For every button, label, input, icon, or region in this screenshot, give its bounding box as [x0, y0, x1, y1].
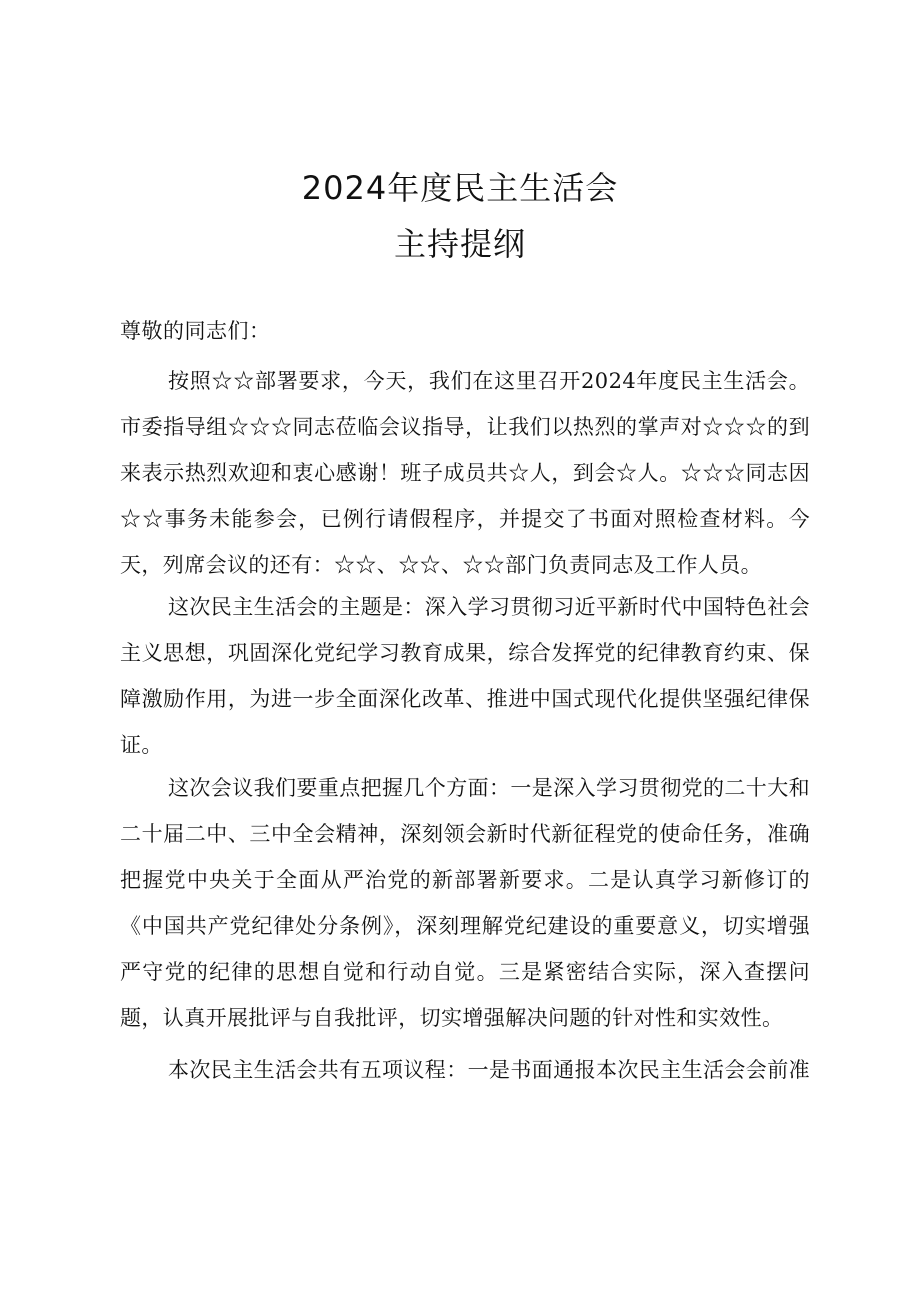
- paragraph-theme: 这次民主生活会的主题是：深入学习贯彻习近平新时代中国特色社会主义思想，巩固深化党纪学习教育成果，综合发挥党的纪律教育约束、保障激励作用，为进一步全面深化改革、推进中国式现代化提供坚强纪律保证。: [120, 595, 810, 757]
- paragraph-opening: 按照☆☆部署要求，今天，我们在这里召开2024年度民主生活会。市委指导组☆☆☆同志莅临会议指导，让我们以热烈的掌声对☆☆☆的到来表示热烈欢迎和衷心感谢！班子成员共☆人，到会☆人。☆☆☆同志因☆☆事务未能参会，已例行请假程序，并提交了书面对照检查材料。今天，列席会议的还有：☆☆、☆☆、☆☆部门负责同志及工作人员。: [120, 369, 810, 577]
- paragraph-focus-points: 这次会议我们要重点把握几个方面：一是深入学习贯彻党的二十大和二十届二中、三中全会精神，深刻领会新时代新征程党的使命任务，准确把握党中央关于全面从严治党的新部署新要求。二是认真学习新修订的《中国共产党纪律处分条例》，深刻理解党纪建设的重要意义，切实增强严守党的纪律的思想自觉和行动自觉。三是紧密结合实际，深入查摆问题，认真开展批评与自我批评，切实增强解决问题的针对性和实效性。: [120, 776, 810, 1030]
- title-block: [0, 160, 920, 272]
- document-subtitle: 主持提纲: [393, 225, 526, 263]
- paragraph-agenda: 本次民主生活会共有五项议程：一是书面通报本次民主生活会会前准: [168, 1058, 810, 1082]
- document-title: 2024年度民主生活会: [301, 169, 619, 207]
- salutation: 尊敬的同志们：: [120, 319, 271, 343]
